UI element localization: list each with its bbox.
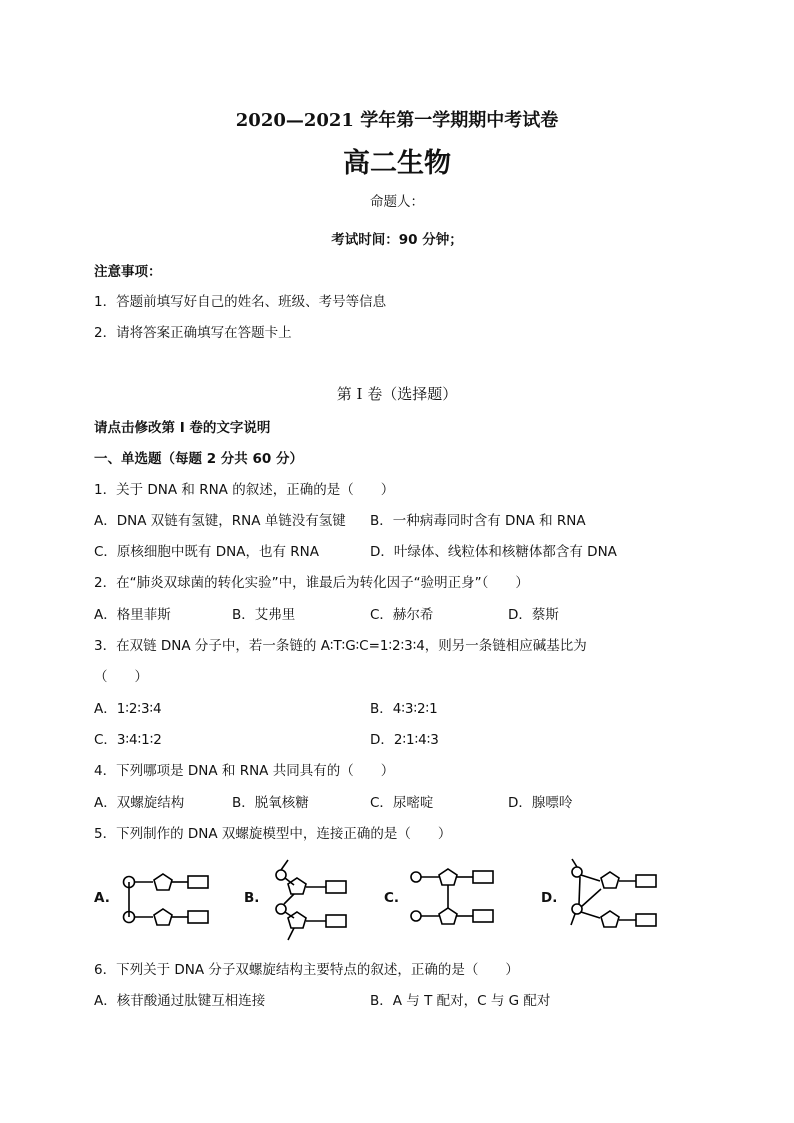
notes-item: 2．请将答案正确填写在答题卡上 bbox=[94, 325, 292, 341]
figure-label-d: D. bbox=[541, 890, 558, 906]
option: B．脱氧核糖 bbox=[232, 795, 309, 811]
option: B．A 与 T 配对，C 与 G 配对 bbox=[370, 993, 551, 1009]
option: C．原核细胞中既有 DNA，也有 RNA bbox=[94, 544, 319, 560]
question-stem: 1．关于 DNA 和 RNA 的叙述，正确的是（ ） bbox=[94, 482, 395, 498]
question-stem: 2．在“肺炎双球菌的转化实验”中，谁最后为转化因子“验明正身”（ ） bbox=[94, 575, 529, 591]
option: D．叶绿体、线粒体和核糖体都含有 DNA bbox=[370, 544, 617, 560]
option: D．蔡斯 bbox=[508, 607, 559, 623]
part-instruction: 请点击修改第 I 卷的文字说明 bbox=[94, 420, 271, 436]
notes-heading: 注意事项： bbox=[94, 264, 162, 280]
option: C．赫尔希 bbox=[370, 607, 434, 623]
option: A．格里菲斯 bbox=[94, 607, 171, 623]
option: B．艾弗里 bbox=[232, 607, 296, 623]
question-stem: 6．下列关于 DNA 分子双螺旋结构主要特点的叙述，正确的是（ ） bbox=[94, 962, 519, 978]
exam-time: 考试时间：90 分钟； bbox=[331, 232, 463, 248]
option: B．4∶3∶2∶1 bbox=[370, 701, 438, 717]
notes-item: 1．答题前填写好自己的姓名、班级、考号等信息 bbox=[94, 294, 387, 310]
option: A．1∶2∶3∶4 bbox=[94, 701, 162, 717]
option: A．DNA 双链有氢键，RNA 单链没有氢键 bbox=[94, 513, 346, 529]
figure-label-c: C. bbox=[384, 890, 400, 906]
question-stem-cont: （ ） bbox=[94, 669, 148, 685]
figure-label-b: B. bbox=[244, 890, 260, 906]
option: A．双螺旋结构 bbox=[94, 795, 185, 811]
exam-title: 2020—2021 学年第一学期期中考试卷 bbox=[235, 110, 559, 131]
subject-title: 高二生物 bbox=[343, 148, 451, 179]
question-stem: 5．下列制作的 DNA 双螺旋模型中，连接正确的是（ ） bbox=[94, 826, 452, 842]
dna-model-c bbox=[406, 860, 501, 940]
dna-model-a bbox=[118, 860, 218, 940]
option: B．一种病毒同时含有 DNA 和 RNA bbox=[370, 513, 586, 529]
option: D．腺嘌呤 bbox=[508, 795, 573, 811]
option: C．3∶4∶1∶2 bbox=[94, 732, 162, 748]
author-label: 命题人： bbox=[370, 194, 424, 210]
option: A．核苷酸通过肽键互相连接 bbox=[94, 993, 266, 1009]
question-stem: 3．在双链 DNA 分子中，若一条链的 A∶T∶G∶C=1∶2∶3∶4，则另一条链相应碱基比为 bbox=[94, 638, 587, 654]
question-stem: 4．下列哪项是 DNA 和 RNA 共同具有的（ ） bbox=[94, 763, 395, 779]
figure-label-a: A. bbox=[94, 890, 110, 906]
dna-model-d bbox=[566, 855, 666, 940]
dna-model-b bbox=[268, 852, 353, 944]
option: C．尿嘧啶 bbox=[370, 795, 434, 811]
option: D．2∶1∶4∶3 bbox=[370, 732, 439, 748]
section-heading: 一、单选题（每题 2 分共 60 分） bbox=[94, 451, 303, 467]
part-title: 第 I 卷（选择题） bbox=[336, 385, 458, 403]
